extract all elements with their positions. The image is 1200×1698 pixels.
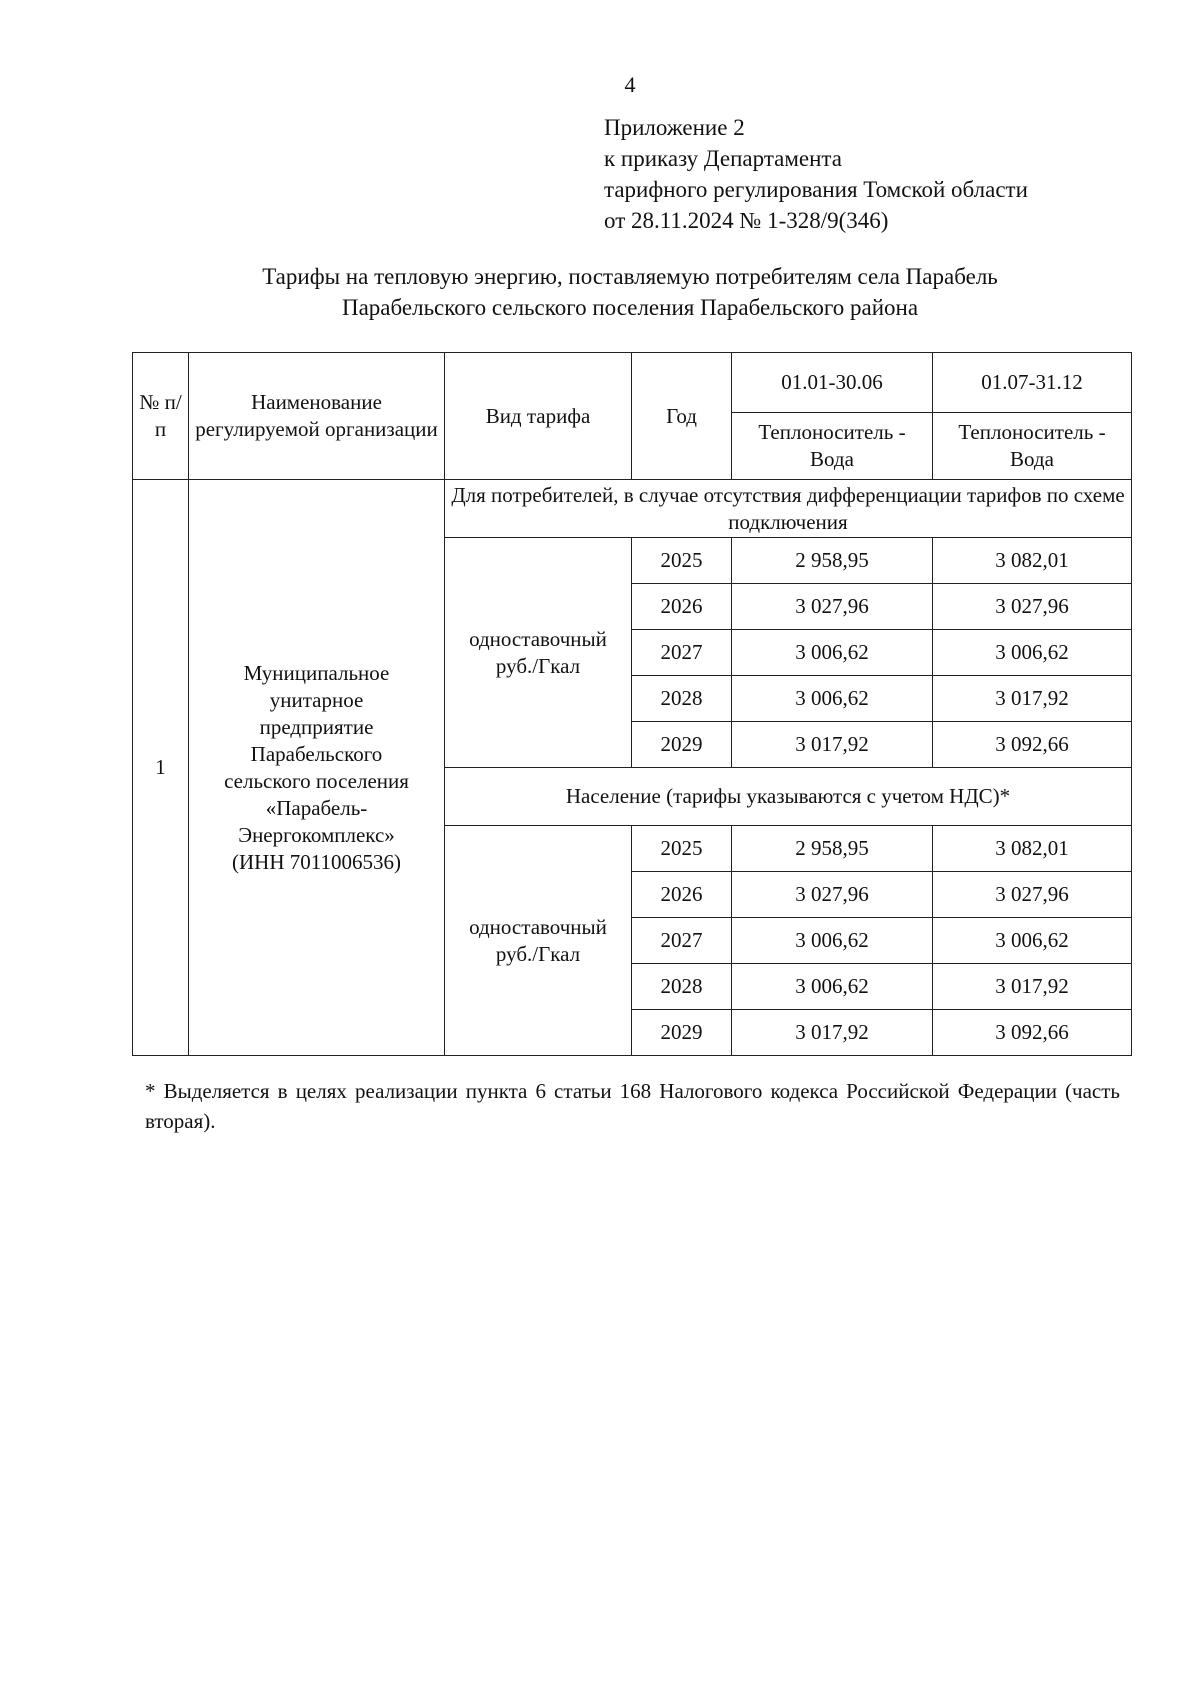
appendix-line: тарифного регулирования Томской области [604,177,1028,202]
tariff-period-1: 3 006,62 [732,676,933,722]
tariff-period-1: 3 006,62 [732,918,933,964]
year-cell: 2029 [632,1010,732,1056]
tariff-period-1: 3 027,96 [732,872,933,918]
year-cell: 2027 [632,918,732,964]
header-period-1: 01.01-30.06 [732,353,933,413]
appendix-line: Приложение 2 [604,115,745,140]
tariff-period-1: 3 027,96 [732,584,933,630]
tariff-table [132,352,1132,1056]
tariff-period-2: 3 006,62 [933,630,1132,676]
year-cell: 2029 [632,722,732,768]
year-cell: 2026 [632,584,732,630]
year-cell: 2026 [632,872,732,918]
header-year: Год [632,353,732,480]
tariff-type-cell [445,538,632,768]
year-cell: 2028 [632,964,732,1010]
tariff-period-1: 3 006,62 [732,964,933,1010]
org-line: Энергокомплекс» [238,822,395,847]
org-line: сельского поселения [224,768,409,793]
year-cell: 2025 [632,538,732,584]
tariff-period-2: 3 006,62 [933,918,1132,964]
tariff-period-1: 3 017,92 [732,722,933,768]
appendix-line: к приказу Департамента [604,146,842,171]
header-num: № п/п [133,353,189,480]
year-cell: 2028 [632,676,732,722]
header-row [133,353,1132,413]
tariff-period-2: 3 017,92 [933,964,1132,1010]
title-line: Тарифы на тепловую энергию, поставляемую потребителям села Парабель [262,264,998,289]
section-title: Для потребителей, в случае отсутствия дифференциации тарифов по схеме подключения [445,480,1132,538]
tariff-period-2: 3 017,92 [933,676,1132,722]
year-cell: 2025 [632,826,732,872]
tariff-period-1: 2 958,95 [732,538,933,584]
organization-name [189,480,445,1056]
tariff-type-label: одноставочный [469,914,607,939]
appendix-line: от 28.11.2024 № 1-328/9(346) [604,208,889,233]
org-line: Муниципальное [243,660,390,685]
tariff-period-2: 3 082,01 [933,826,1132,872]
tariff-unit: руб./Гкал [495,653,581,678]
tariff-period-2: 3 027,96 [933,872,1132,918]
header-organization: Наименование регулируемой организации [189,353,445,480]
tariff-period-2: 3 092,66 [933,722,1132,768]
year-cell: 2027 [632,630,732,676]
org-line: Парабельского [250,741,383,766]
section-row [133,480,1132,538]
tariff-period-2: 3 027,96 [933,584,1132,630]
header-carrier-1: Теплоноситель - Вода [732,413,933,480]
header-period-2: 01.07-31.12 [933,353,1132,413]
org-line: (ИНН 7011006536) [232,849,401,874]
appendix-reference [604,112,1028,236]
tariff-period-1: 3 006,62 [732,630,933,676]
org-line: «Парабель- [265,795,368,820]
tariff-type-label: одноставочный [469,626,607,651]
header-carrier-2: Теплоноситель - Вода [933,413,1132,480]
document-title [120,261,1140,323]
org-line: унитарное [269,687,364,712]
tariff-unit: руб./Гкал [495,941,581,966]
title-line: Парабельского сельского поселения Парабельского района [341,295,919,320]
page-number: 4 [624,72,636,97]
tariff-period-2: 3 092,66 [933,1010,1132,1056]
header-tariff-type: Вид тарифа [445,353,632,480]
tariff-period-2: 3 082,01 [933,538,1132,584]
org-line: предприятие [259,714,374,739]
tariff-period-1: 2 958,95 [732,826,933,872]
row-number: 1 [133,480,189,1056]
tariff-type-cell [445,826,632,1056]
section-title: Население (тарифы указываются с учетом НДС)* [445,768,1132,826]
footnote: * Выделяется в целях реализации пункта 6 статьи 168 Налогового кодекса Российской Федерации (часть вторая). [145,1079,1120,1133]
tariff-period-1: 3 017,92 [732,1010,933,1056]
